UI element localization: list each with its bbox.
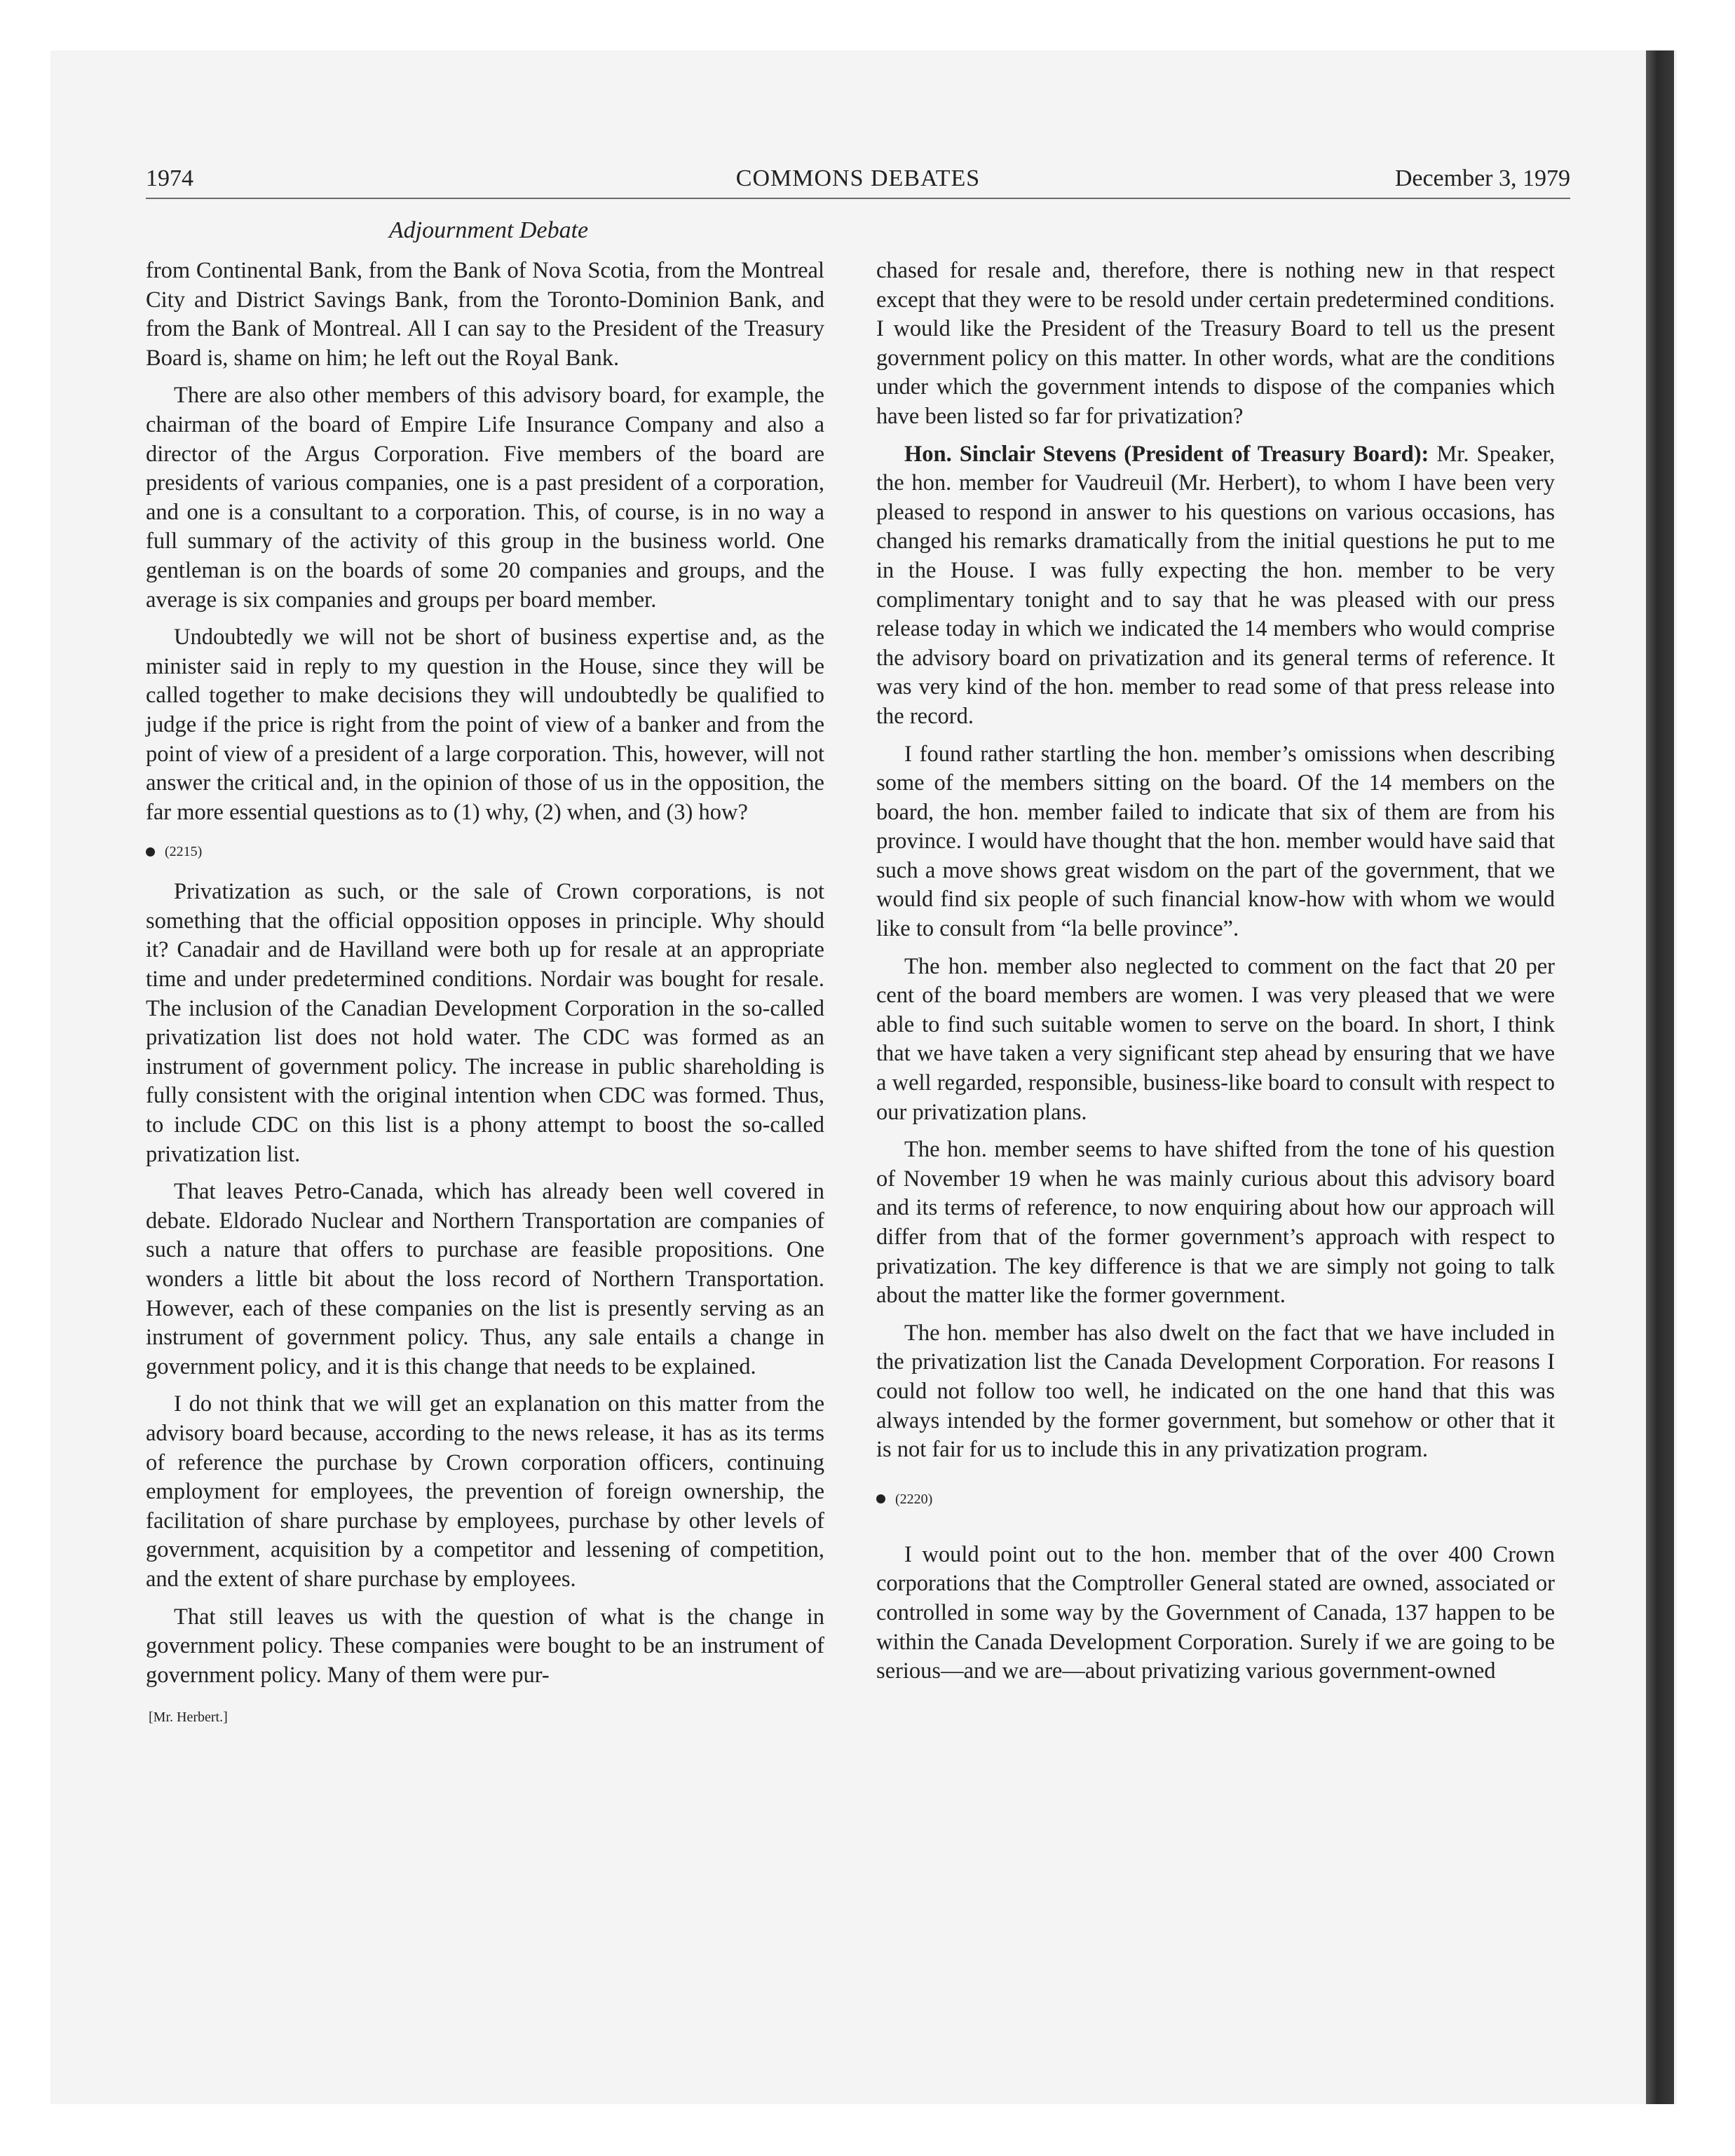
paragraph: chased for resale and, therefore, there is nothing new in that respect except that they were to be resold under certain predetermined conditions. I would like the President of the Treasury Board to tell us the present government policy on this matter. In other words, what are the conditions under which the government intends to dispose of the companies which have been listed so far for privatization?	[876, 258, 1555, 429]
paragraph: Privatization as such, or the sale of Crown corporations, is not something that the official opposition opposes in principle. Why should it? Canadair and de Havilland were both up for resale at an appropriate time and under predetermined conditions. Nordair was bought for resale. The inclusion of the Canadian Development Corporation in the so-called privatization list does not hold water. The CDC was formed as an instrument of government policy. The increase in public shareholding is fully consistent with the original intention when CDC was formed. Thus, to include CDC on this list is a phony attempt to boost the so-called privatization list.	[146, 879, 824, 1167]
bullet-dot-icon	[876, 1494, 885, 1503]
paragraph: The hon. member has also dwelt on the fact that we have included in the privatization list the Canada Development Corporation. For reasons I could not follow too well, he indicated on the one hand that this was always intended by the former government, but somehow or other that it is not fair for us to include this in any privatization program.	[876, 1320, 1555, 1463]
time-marker-label: (2215)	[165, 844, 203, 860]
paragraph: I do not think that we will get an explanation on this matter from the advisory board because, according to the news release, it has as its terms of reference the purchase by Crown corporation officers, continuing employment for employees, the prevention of foreign ownership, the facilitation of share purchase by employees, purchase by other levels of government, acquisition by a competitor and lessening of competition, and the extent of share purchase by employees.	[146, 1391, 824, 1592]
paragraph: There are also other members of this advisory board, for example, the chairman of the board of Empire Life Insurance Company and also a director of the Argus Corporation. Five members of the board are presidents of various companies, one is a past president of a corporation, and one is a consultant to a corporation. This, of course, is in no way a full summary of the activity of this group in the business world. One gentleman is on the boards of some 20 companies and groups, and the average is six companies and groups per board member.	[146, 383, 824, 613]
issue-date: December 3, 1979	[1394, 165, 1570, 191]
paragraph: The hon. member also neglected to comment on the fact that 20 per cent of the board members are women. I was very pleased that we were able to find such suitable women to serve on the board. In short, I think that we have taken a very significant step ahead by ensuring that we have a well regarded, responsible, business-like board to consult with respect to our privatization plans.	[876, 953, 1555, 1125]
scan-dark-edge	[1646, 50, 1674, 2104]
left-column	[146, 257, 824, 1728]
right-column	[876, 257, 1555, 1695]
section-heading: Adjournment Debate	[388, 217, 589, 243]
speaker-paragraph	[876, 440, 1555, 732]
paragraph: That leaves Petro-Canada, which has already been well covered in debate. Eldorado Nuclear and Northern Transportation are companies of such a nature that offers to purchase are feasible propositions. One wonders a little bit about the loss record of Northern Transportation. However, each of these companies on the list is presently serving as an instrument of government policy. Thus, any sale entails a change in government policy, and it is this change that needs to be explained.	[146, 1179, 824, 1379]
paragraph: I found rather startling the hon. member’s omissions when describing some of the members sitting on the board. Of the 14 members on the board, the hon. member failed to indicate that six of them are from his province. I would have thought that the hon. member would have said that such a move shows great wisdom on the part of the government, that we would find six people of such financial know-how with whom we would like to consult from “la belle province”.	[876, 741, 1555, 942]
paragraph: from Continental Bank, from the Bank of Nova Scotia, from the Montreal City and District Savings Bank, from the Toronto-Dominion Bank, and from the Bank of Montreal. All I can say to the President of the Treasury Board is, shame on him; he left out the Royal Bank.	[146, 258, 824, 371]
time-marker	[876, 1489, 1555, 1510]
paragraph: I would point out to the hon. member that of the over 400 Crown corporations that the Comptroller General stated are owned, associated or controlled in some way by the Government of Canada, 137 happen to be within the Canada Development Corporation. Surely if we are going to be serious—and we are—about privatizing various government-owned	[876, 1541, 1555, 1684]
speaker-footnote: [Mr. Herbert.]	[149, 1710, 228, 1726]
speaker-text: Mr. Speaker, the hon. member for Vaudreuil (Mr. Herbert), to whom I have been very pleased to respond in answer to his questions on various occasions, has changed his remarks dramatically from the initial questions he put to me in the House. I was fully expecting the hon. member to be very complimentary tonight and to say that he was pleased with our press release today in which we indicated the 14 members who would comprise the advisory board on privatization and its general terms of reference. It was very kind of the hon. member to read some of that press release into the record.	[876, 441, 1555, 729]
bullet-dot-icon	[146, 847, 155, 857]
running-head	[146, 163, 1570, 195]
paragraph: The hon. member seems to have shifted from the tone of his question of November 19 when he was mainly curious about this advisory board and its terms of reference, to now enquiring about how our approach will differ from that of the former government’s approach with respect to privatization. The key difference is that we are simply not going to talk about the matter like the former government.	[876, 1137, 1555, 1309]
header-rule	[146, 198, 1570, 199]
page-number: 1974	[146, 165, 193, 191]
journal-title: COMMONS DEBATES	[735, 165, 981, 191]
paragraph: Undoubtedly we will not be short of business expertise and, as the minister said in reply to my question in the House, since they will be called together to make decisions they will undoubtedly be qualified to judge if the price is right from the point of view of a banker and from the point of view of a president of a large corporation. This, however, will not answer the critical and, in the opinion of those of us in the opposition, the far more essential questions as to (1) why, (2) when, and (3) how?	[146, 625, 824, 825]
speaker-name: Hon. Sinclair Stevens (President of Treasury Board):	[904, 441, 1429, 467]
time-marker-label: (2220)	[895, 1491, 933, 1507]
paragraph: That still leaves us with the question of what is the change in government policy. These companies were bought to be an instrument of government policy. Many of them were pur-	[146, 1604, 824, 1688]
time-marker	[146, 841, 824, 862]
